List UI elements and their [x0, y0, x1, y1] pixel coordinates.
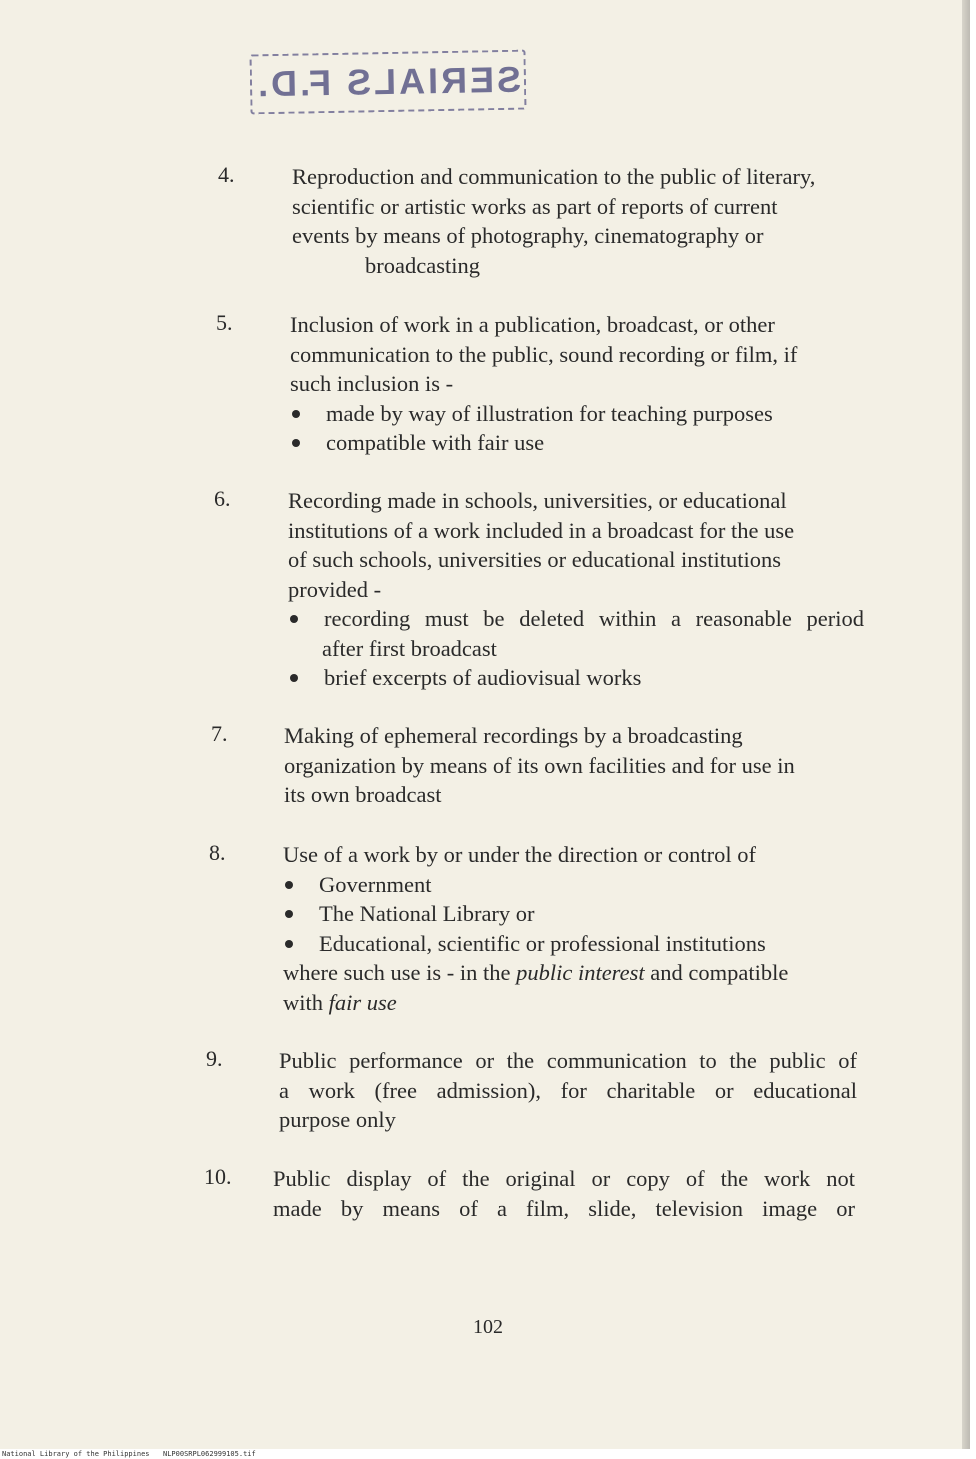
item-line: of such schools, universities or educational institutions [288, 547, 782, 572]
item-line: organization by means of its own facilities and for use in [284, 752, 795, 778]
item-line [283, 958, 843, 988]
page-edge-shadow [962, 0, 970, 1449]
text-run: with [283, 989, 329, 1015]
list-item-8 [283, 840, 843, 1017]
item-number-4: 4. [218, 162, 235, 187]
item-line: purpose only [279, 1107, 396, 1132]
text-run: and compatible [644, 960, 789, 985]
item-number-9: 9. [206, 1046, 223, 1071]
item-line: events by means of photography, cinematography or [292, 223, 764, 248]
item-line: its own broadcast [284, 782, 442, 807]
item-line: Use of a work by or under the direction or control of [283, 842, 756, 867]
item-line: Inclusion of work in a publication, broadcast, or other [290, 312, 775, 337]
list-item-7 [284, 721, 856, 810]
item-line: a work (free admission), for charitable or educational [279, 1077, 857, 1103]
item-number-5: 5. [216, 310, 233, 335]
item-line [283, 988, 843, 1018]
item-line: communication to the public, sound recording or film, if [290, 341, 798, 367]
footer-filename: NLP00SRPL062999105.tif [163, 1450, 256, 1458]
item-line: Recording made in schools, universities, or educational [288, 488, 787, 513]
item-line: Reproduction and communication to the public of literary, [292, 164, 816, 189]
item-number-10: 10. [204, 1164, 232, 1189]
item-line: made by means of a film, slide, television image or [273, 1195, 855, 1221]
footer-source: National Library of the Philippines [2, 1450, 150, 1458]
item-line: Public display of the original or copy of the work not [273, 1166, 855, 1191]
bullet-item: made by way of illustration for teaching purposes [290, 399, 850, 429]
italic-text: fair use [328, 989, 397, 1015]
italic-text: public interest [516, 960, 645, 985]
bullet-item: Government [283, 870, 843, 900]
bullet-continuation: after first broadcast [322, 635, 497, 661]
scan-footer [0, 1449, 976, 1459]
item-number-8: 8. [209, 840, 226, 865]
bullet-item: Educational, scientific or professional institutions [283, 929, 843, 959]
item-line: such inclusion is - [290, 371, 454, 396]
list-item-6 [288, 486, 864, 693]
list-item-4 [292, 162, 868, 280]
item-number-7: 7. [211, 721, 228, 746]
list-item-10 [273, 1164, 855, 1223]
serials-stamp [249, 50, 526, 115]
bullet-item: brief excerpts of audiovisual works [288, 663, 864, 693]
item-line: Public performance or the communication to the public of [279, 1048, 857, 1073]
item-line: broadcasting [365, 252, 480, 278]
text-run: where such use is - in the [283, 960, 517, 985]
item-line: Making of ephemeral recordings by a broadcasting [284, 723, 743, 748]
bullet-item: The National Library or [283, 899, 843, 929]
list-item-5 [290, 310, 850, 458]
stamp-text: SERIALS F.D. [254, 58, 522, 105]
item-line: scientific or artistic works as part of reports of current [292, 193, 778, 219]
item-line: institutions of a work included in a broadcast for the use [288, 517, 795, 543]
page-number: 102 [473, 1316, 503, 1338]
bullet-item: compatible with fair use [290, 428, 850, 458]
list-item-9 [279, 1046, 857, 1135]
item-line: provided - [288, 576, 382, 602]
item-number-6: 6. [214, 486, 231, 511]
bullet-item: recording must be deleted within a reasonable period [288, 604, 864, 634]
